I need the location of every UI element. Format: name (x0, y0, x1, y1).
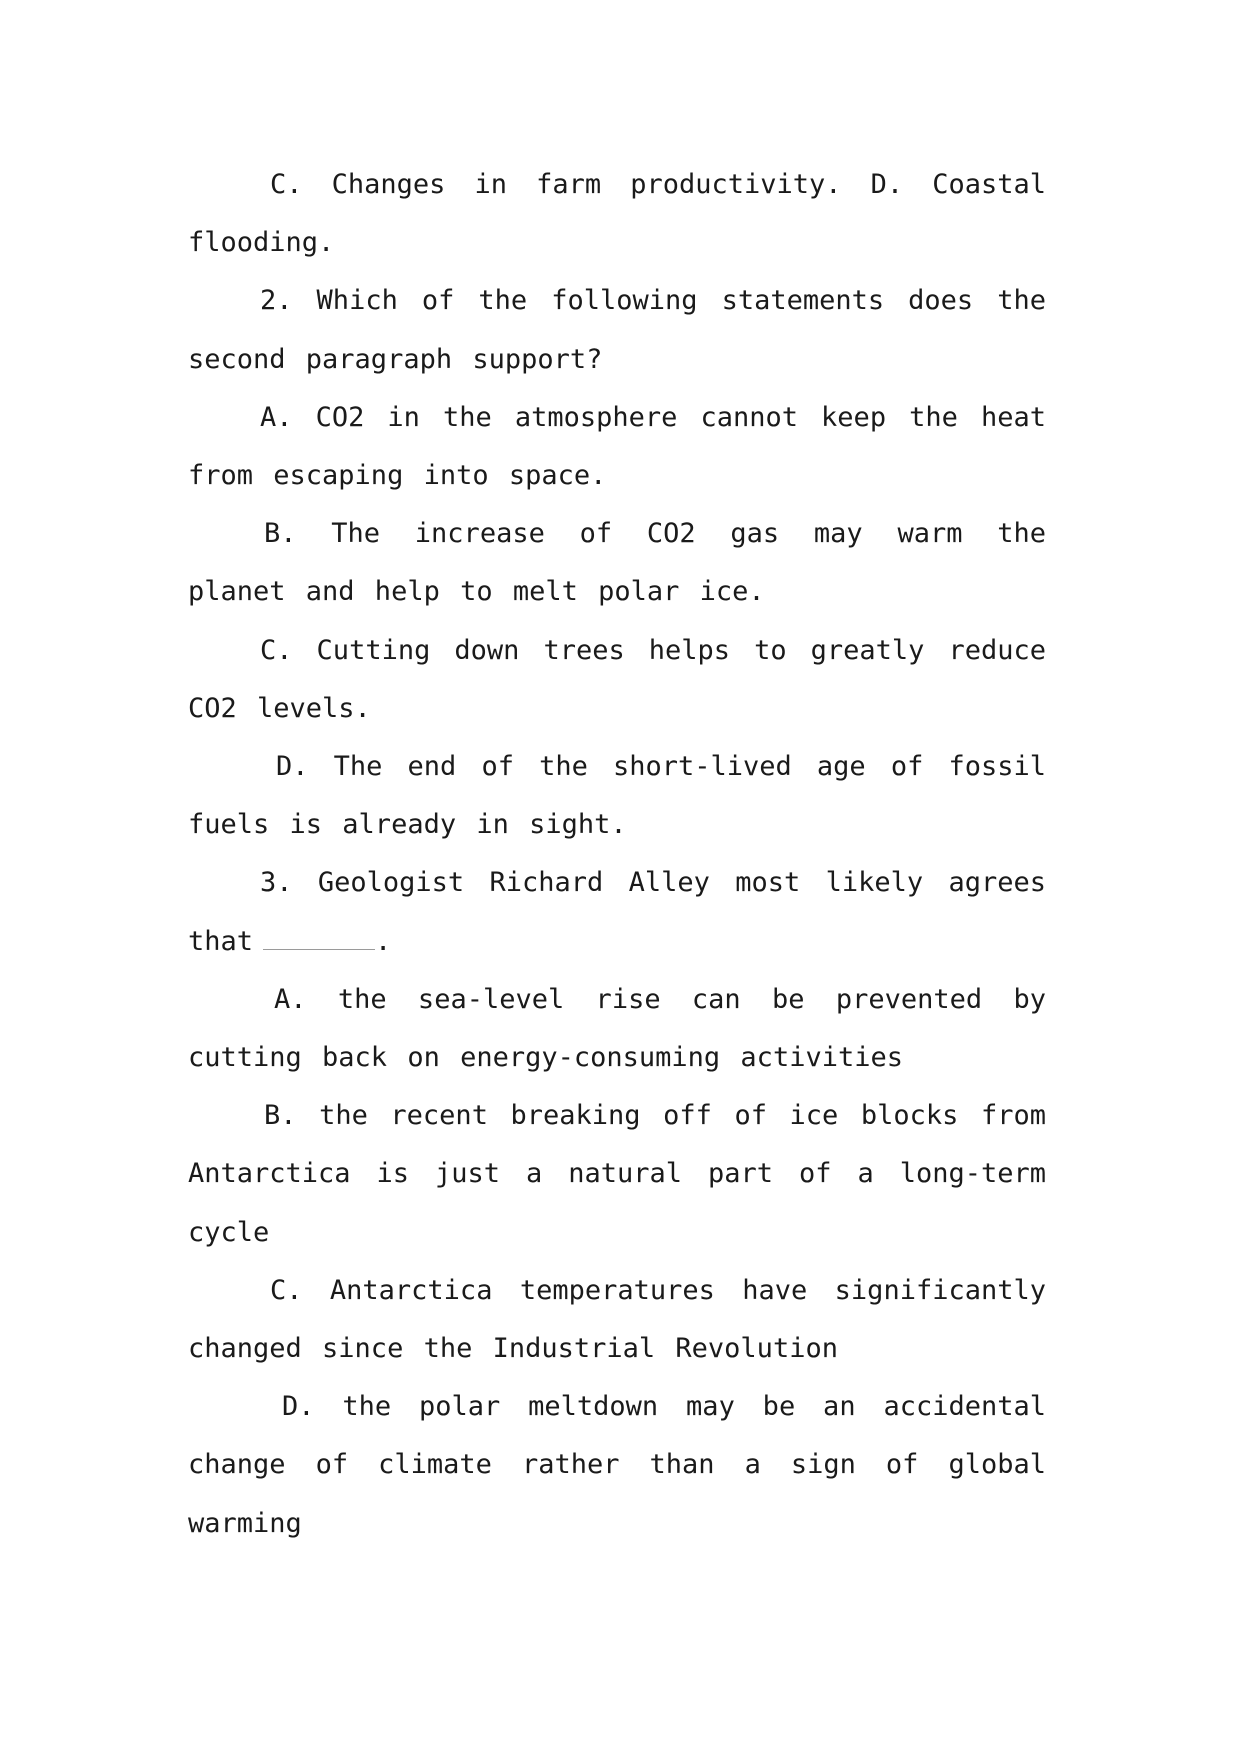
question-3-option-d: D. the polar meltdown may be an accidental change of climate rather than a sign of global warming (188, 1391, 1046, 1539)
question-2-stem: 2. Which of the following statements does the second paragraph support? (188, 285, 1046, 375)
q1-options-c-d: C. Changes in farm productivity. D. Coastal flooding. (188, 169, 1046, 259)
question-3-stem-period: . (375, 925, 392, 957)
question-2-option-b: B. The increase of CO2 gas may warm the planet and help to melt polar ice. (188, 518, 1046, 608)
question-2-option-d: D. The end of the short-lived age of fossil fuels is already in sight. (188, 751, 1046, 841)
question-2-option-c: C. Cutting down trees helps to greatly reduce CO2 levels. (188, 634, 1046, 724)
document-page (188, 156, 1046, 1553)
question-3-option-b: B. the recent breaking off of ice blocks from Antarctica is just a natural part of a long-term cycle (188, 1100, 1046, 1248)
question-3-option-a: A. the sea-level rise can be prevented by cutting back on energy-consuming activities (188, 983, 1046, 1074)
question-3-stem-text: 3. Geologist Richard Alley most likely agrees that (188, 867, 1046, 957)
question-3-stem (188, 854, 1046, 970)
answer-blank (263, 929, 375, 950)
question-2-option-a: A. CO2 in the atmosphere cannot keep the heat from escaping into space. (188, 401, 1046, 492)
question-3-option-c: C. Antarctica temperatures have significantly changed since the Industrial Revolution (188, 1274, 1046, 1365)
